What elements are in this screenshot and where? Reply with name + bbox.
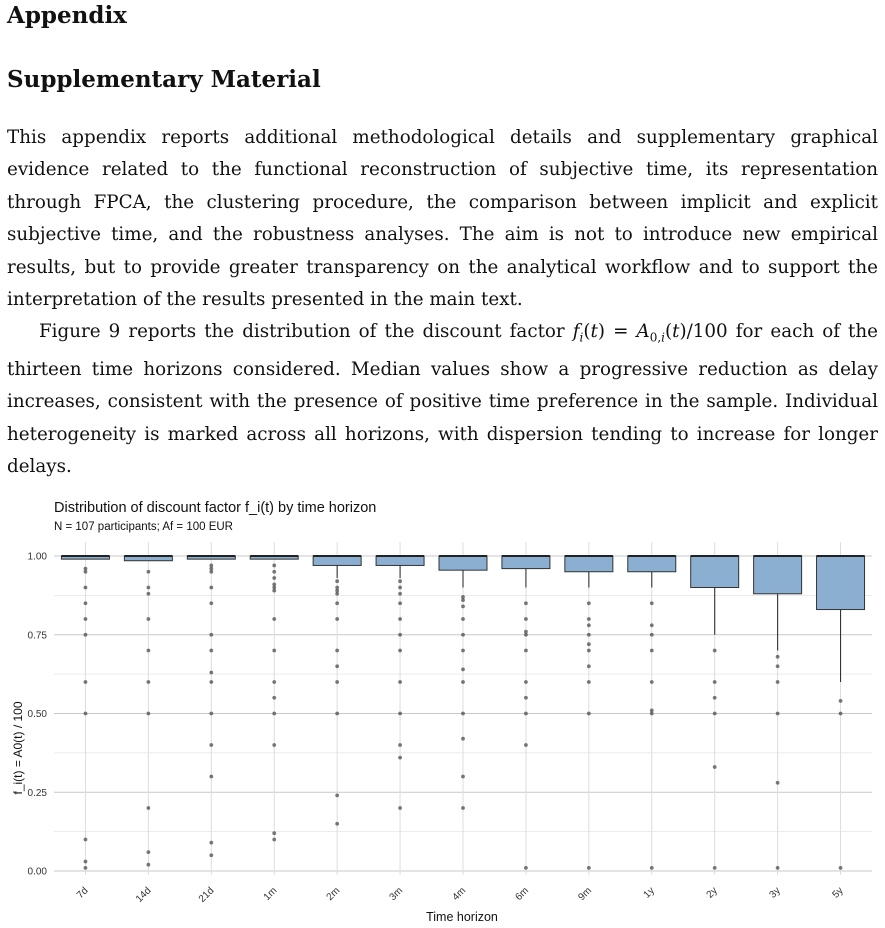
outlier-point (335, 664, 339, 668)
x-tick-label: 1m (261, 885, 280, 903)
outlier-point (84, 633, 88, 637)
outlier-point (146, 586, 150, 590)
outlier-point (650, 866, 654, 870)
x-tick-label: 4m (450, 885, 469, 903)
box-iqr (628, 556, 676, 572)
outlier-point (209, 601, 213, 605)
box-iqr (754, 556, 802, 594)
outlier-point (209, 712, 213, 716)
chart-title: Distribution of discount factor f_i(t) by time horizon (54, 500, 377, 516)
outlier-point (398, 806, 402, 810)
paragraph-1: This appendix reports additional methodological details and supplementary graphical evidence related to the functional reconstruction of subjective time, its representation through FPCA, the clustering procedure, the comparison between implicit and explicit subjective time, and the robustness analyses. The aim is not to introduce new empirical results, but to provide greater transparency on the analytical workflow and to support the interpretation of the results presented in the main text. (7, 127, 878, 311)
x-axis-ticks (75, 885, 846, 905)
outlier-point (84, 586, 88, 590)
outlier-point (461, 598, 465, 602)
x-tick-label: 2m (324, 885, 343, 903)
outlier-point (524, 696, 528, 700)
outlier-point (524, 601, 528, 605)
outlier-point (209, 671, 213, 675)
outlier-point (650, 680, 654, 684)
box-iqr (565, 556, 613, 572)
outlier-point (776, 712, 780, 716)
x-tick-label: 7d (74, 885, 91, 901)
y-tick-label: 0.25 (27, 787, 47, 799)
outlier-point (587, 617, 591, 621)
outlier-point (272, 712, 276, 716)
outlier-point (650, 649, 654, 653)
outlier-point (272, 570, 276, 574)
outlier-point (839, 712, 843, 716)
outlier-point (335, 794, 339, 798)
outlier-point (146, 649, 150, 653)
outlier-point (587, 664, 591, 668)
outlier-point (335, 592, 339, 596)
x-tick-label: 21d (196, 885, 217, 905)
outlier-point (272, 743, 276, 747)
outlier-point (461, 680, 465, 684)
x-tick-label: 5y (830, 885, 846, 901)
y-tick-label: 0.50 (27, 709, 47, 720)
outlier-point (587, 680, 591, 684)
outlier-point (713, 696, 717, 700)
outlier-point (587, 601, 591, 605)
outlier-point (524, 866, 528, 870)
outlier-point (524, 743, 528, 747)
outlier-point (84, 866, 88, 870)
outlier-point (398, 756, 402, 760)
outlier-point (650, 712, 654, 716)
outlier-point (84, 570, 88, 574)
outlier-point (335, 617, 339, 621)
x-tick-label: 2y (704, 885, 720, 901)
outlier-point (84, 617, 88, 621)
outlier-point (272, 696, 276, 700)
box-iqr (502, 556, 550, 569)
outlier-point (398, 743, 402, 747)
outlier-point (524, 633, 528, 637)
y-tick-label: 0.00 (27, 866, 47, 878)
box-iqr (313, 556, 361, 565)
x-tick-label: 6m (513, 885, 532, 903)
outlier-point (398, 579, 402, 583)
outlier-point (146, 806, 150, 810)
outlier-point (776, 781, 780, 785)
outlier-point (461, 649, 465, 653)
outlier-point (461, 605, 465, 609)
outlier-point (587, 712, 591, 716)
outlier-point (713, 866, 717, 870)
outlier-point (146, 570, 150, 574)
outlier-point (524, 649, 528, 653)
outlier-point (272, 831, 276, 835)
outlier-point (461, 712, 465, 716)
box-iqr (691, 556, 739, 588)
outlier-point (587, 649, 591, 653)
outlier-point (713, 649, 717, 653)
outlier-point (461, 668, 465, 672)
x-tick-label: 3y (767, 885, 783, 901)
outlier-point (335, 649, 339, 653)
outlier-point (524, 680, 528, 684)
outlier-point (146, 712, 150, 716)
outlier-point (461, 617, 465, 621)
outlier-point (209, 680, 213, 684)
outlier-point (209, 570, 213, 574)
chart-subtitle: N = 107 participants; Af = 100 EUR (54, 521, 233, 533)
y-tick-label: 0.75 (27, 630, 47, 642)
outlier-point (587, 866, 591, 870)
discount-factor-boxplot (0, 490, 885, 928)
x-axis-label: Time horizon (426, 910, 498, 924)
outlier-point (713, 712, 717, 716)
outlier-point (398, 712, 402, 716)
outlier-point (524, 712, 528, 716)
y-axis-label: f_i(t) = A0(t) / 100 (11, 701, 25, 795)
outlier-point (713, 680, 717, 684)
outlier-point (587, 633, 591, 637)
outlier-point (84, 838, 88, 842)
appendix-heading: Appendix (7, 2, 127, 29)
outlier-point (587, 623, 591, 627)
outlier-point (209, 853, 213, 857)
outlier-point (335, 822, 339, 826)
x-tick-label: 14d (133, 885, 154, 905)
outlier-point (839, 699, 843, 703)
outlier-point (461, 633, 465, 637)
box-iqr (376, 556, 424, 565)
grid-lines (54, 542, 872, 875)
section-heading: Supplementary Material (7, 66, 321, 93)
outlier-point (839, 866, 843, 870)
outlier-point (335, 680, 339, 684)
outlier-point (272, 617, 276, 621)
outlier-point (146, 863, 150, 867)
box-iqr (439, 556, 487, 570)
outlier-point (650, 623, 654, 627)
outlier-point (650, 601, 654, 605)
outlier-point (84, 601, 88, 605)
outlier-point (209, 649, 213, 653)
outlier-point (398, 601, 402, 605)
outlier-point (272, 838, 276, 842)
outlier-point (650, 633, 654, 637)
outlier-point (84, 860, 88, 864)
x-tick-label: 3m (387, 885, 406, 903)
paragraph-2: Figure 9 reports the distribution of the discount factor $f_i(t) = A_{0,i}(t)/100$ for each of the thirteen time horizons considered. Median values show a progressive reduction as delay increases, consistent with the presence of positive time preference in the sample. Individual heterogeneity is marked across all horizons, with dispersion tending to increase for longer delays. (7, 321, 878, 478)
outlier-point (272, 589, 276, 593)
x-tick-label: 9m (576, 885, 594, 903)
outlier-point (209, 743, 213, 747)
outlier-point (209, 586, 213, 590)
outlier-point (335, 601, 339, 605)
outlier-point (461, 775, 465, 779)
outlier-point (272, 680, 276, 684)
outlier-point (587, 642, 591, 646)
outlier-point (713, 765, 717, 769)
outlier-point (461, 806, 465, 810)
y-tick-label: 1.00 (27, 551, 47, 563)
outlier-point (398, 633, 402, 637)
outlier-point (272, 649, 276, 653)
outlier-point (398, 680, 402, 684)
outlier-point (461, 737, 465, 741)
outlier-point (146, 680, 150, 684)
outlier-point (146, 850, 150, 854)
outlier-point (272, 576, 276, 580)
outlier-point (776, 680, 780, 684)
outlier-point (335, 712, 339, 716)
outlier-point (146, 592, 150, 596)
outlier-point (209, 633, 213, 637)
outlier-point (398, 592, 402, 596)
outlier-point (146, 617, 150, 621)
box-iqr (817, 556, 865, 610)
outlier-point (398, 649, 402, 653)
outlier-point (272, 564, 276, 568)
outlier-point (398, 586, 402, 590)
outlier-point (335, 579, 339, 583)
outlier-point (776, 866, 780, 870)
outlier-point (209, 841, 213, 845)
x-tick-label: 1y (641, 885, 657, 901)
y-axis-ticks (28, 552, 48, 878)
outlier-point (398, 617, 402, 621)
outlier-point (84, 680, 88, 684)
outlier-point (524, 617, 528, 621)
outlier-point (84, 712, 88, 716)
outlier-point (776, 655, 780, 659)
outlier-point (209, 775, 213, 779)
outlier-point (776, 664, 780, 668)
